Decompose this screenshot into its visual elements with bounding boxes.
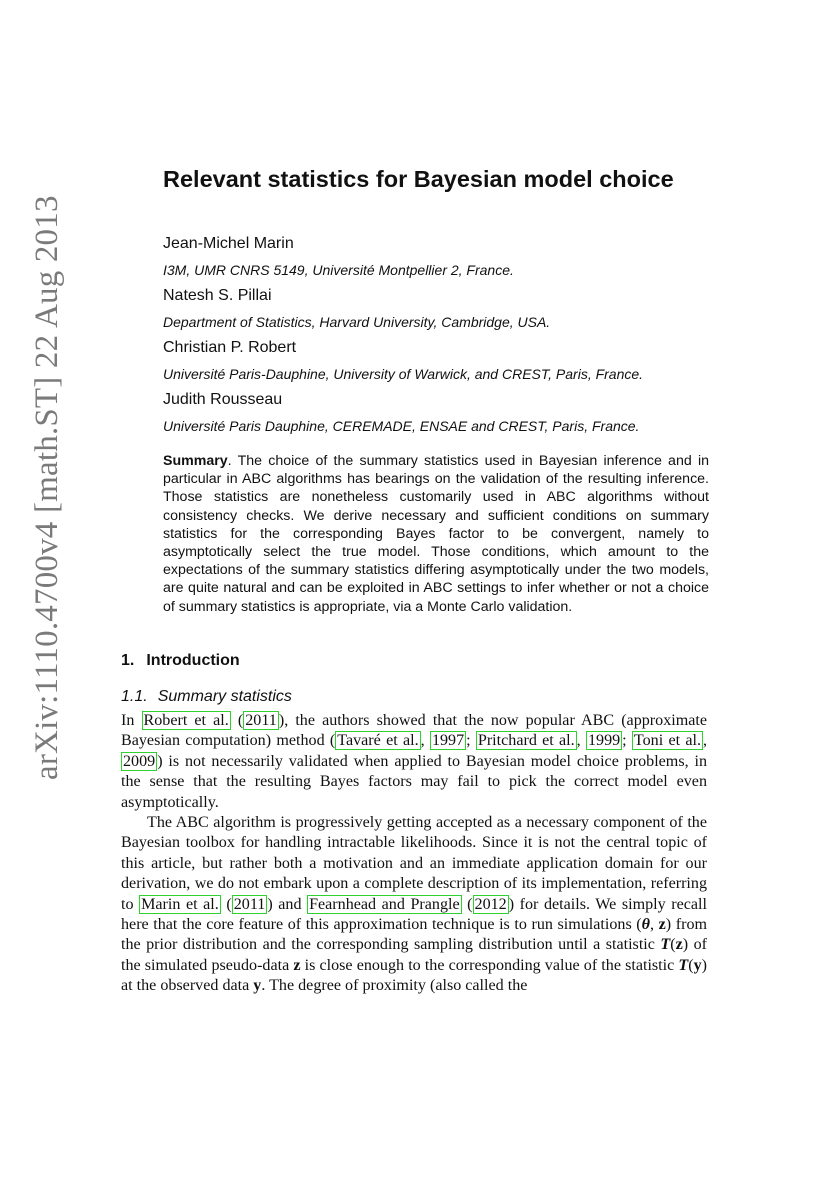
section-heading: [121, 652, 240, 670]
subsection-heading: [121, 688, 292, 706]
text-run: ) is not necessarily validated when applied to Bayesian model choice problems, in the sense that the resulting Bayes factors may fail to pick the correct model even asymptotically.: [121, 752, 707, 811]
citation-link[interactable]: Tavaré et al.: [337, 732, 419, 750]
text-run: ) at the observed data: [121, 956, 707, 995]
author-name: Jean-Michel Marin: [163, 235, 294, 252]
text-run: (: [670, 936, 676, 954]
text-run: ,: [576, 732, 586, 750]
subsection-number: 1.1.: [121, 688, 148, 705]
math-symbol: T: [660, 936, 671, 954]
abstract-text: . The choice of the summary statistics used in Bayesian inference and in particular in ABC algorithms has bearings on the validation of the resulting inference. Those statistics are nonetheless customarily used in ABC algorithms without consistency checks. We derive necessary and sufficient conditions on summary statistics for the corresponding Bayes factor to be convergent, namely to asymptotically select the true model. Those conditions, which amount to the expectations of the summary statistics differing asymptotically under the two models, are quite natural and can be exploited in ABC settings to infer whether or not a choice of summary statistics is appropriate, via a Monte Carlo validation.: [163, 453, 709, 615]
text-run: ) from the prior distribution and the corresponding sampling distribution until a statistic: [121, 916, 708, 954]
citation-link[interactable]: 2009: [123, 752, 156, 770]
citation-link[interactable]: 1997: [431, 732, 465, 750]
intro-paragraph-2: [121, 813, 707, 997]
citation-link[interactable]: Fearnhead and Prangle: [309, 895, 460, 913]
author-affiliation: Department of Statistics, Harvard University, Cambridge, USA.: [163, 314, 551, 330]
text-run: ) of the simulated pseudo-data: [121, 936, 707, 974]
author-affiliation: I3M, UMR CNRS 5149, Université Montpellier 2, France.: [163, 262, 514, 278]
intro-paragraph-1: [121, 711, 707, 813]
text-run: ;: [466, 732, 476, 750]
citation-link[interactable]: Toni et al.: [633, 732, 701, 750]
text-run: (: [230, 712, 244, 729]
paper-title: Relevant statistics for Bayesian model choice: [163, 166, 674, 192]
math-symbol: z: [658, 916, 666, 934]
citation-link[interactable]: Marin et al.: [141, 895, 219, 913]
section-number: 1.: [121, 652, 135, 669]
text-run: In: [121, 712, 142, 729]
citation-link[interactable]: Robert et al.: [143, 712, 229, 729]
abstract: [163, 452, 709, 616]
text-run: . The degree of proximity (also called the: [261, 977, 528, 995]
math-symbol: T: [678, 956, 689, 974]
text-run: ) for details. We simply recall here that the core feature of this approximation technique is to run simulations (: [121, 895, 707, 934]
author-name: Judith Rousseau: [163, 391, 283, 408]
author-block: [163, 231, 723, 439]
citation-link[interactable]: 2011: [233, 895, 266, 913]
section-title: Introduction: [146, 652, 240, 669]
math-symbol: y: [253, 977, 262, 995]
citation-link[interactable]: Pritchard et al.: [477, 732, 575, 750]
citation-link[interactable]: 2011: [245, 712, 277, 729]
math-symbol: z: [675, 936, 683, 954]
citation-link[interactable]: 2012: [474, 895, 507, 913]
arxiv-identifier-text: arXiv:1110.4700v4 [math.ST] 22 Aug 2013: [28, 195, 65, 780]
citation-link[interactable]: 1999: [587, 732, 621, 750]
subsection-title: Summary statistics: [157, 688, 292, 705]
abstract-label: Summary: [163, 453, 228, 469]
text-run: ), the authors showed that the now popular ABC (approximate Bayesian computation) method (: [121, 712, 707, 750]
author-name: Natesh S. Pillai: [163, 287, 272, 304]
text-run: ,: [420, 732, 430, 750]
author-name: Christian P. Robert: [163, 339, 297, 356]
text-run: ,: [650, 916, 659, 934]
math-symbol: z: [293, 956, 301, 974]
math-symbol: θ: [641, 916, 651, 934]
text-run: ,: [703, 732, 708, 750]
text-run: ;: [622, 732, 632, 750]
text-run: (: [220, 895, 232, 913]
text-run: ) and: [267, 895, 308, 913]
author-affiliation: Université Paris-Dauphine, University of Warwick, and CREST, Paris, France.: [163, 366, 644, 382]
text-run: (: [461, 895, 473, 913]
math-symbol: y: [693, 956, 702, 974]
text-run: (: [688, 956, 694, 974]
arxiv-identifier-stamp: [22, 180, 72, 780]
author-affiliation: Université Paris Dauphine, CEREMADE, ENSAE and CREST, Paris, France.: [163, 418, 640, 434]
text-run: The ABC algorithm is progressively getting accepted as a necessary component of the Bayesian toolbox for handling intractable likelihoods. Since it is not the central topic of this article, but rather both a motivation and an immediate application domain for our derivation, we do not embark upon a complete description of its implementation, referring to: [121, 814, 707, 913]
text-run: is close enough to the corresponding value of the statistic: [300, 956, 679, 974]
